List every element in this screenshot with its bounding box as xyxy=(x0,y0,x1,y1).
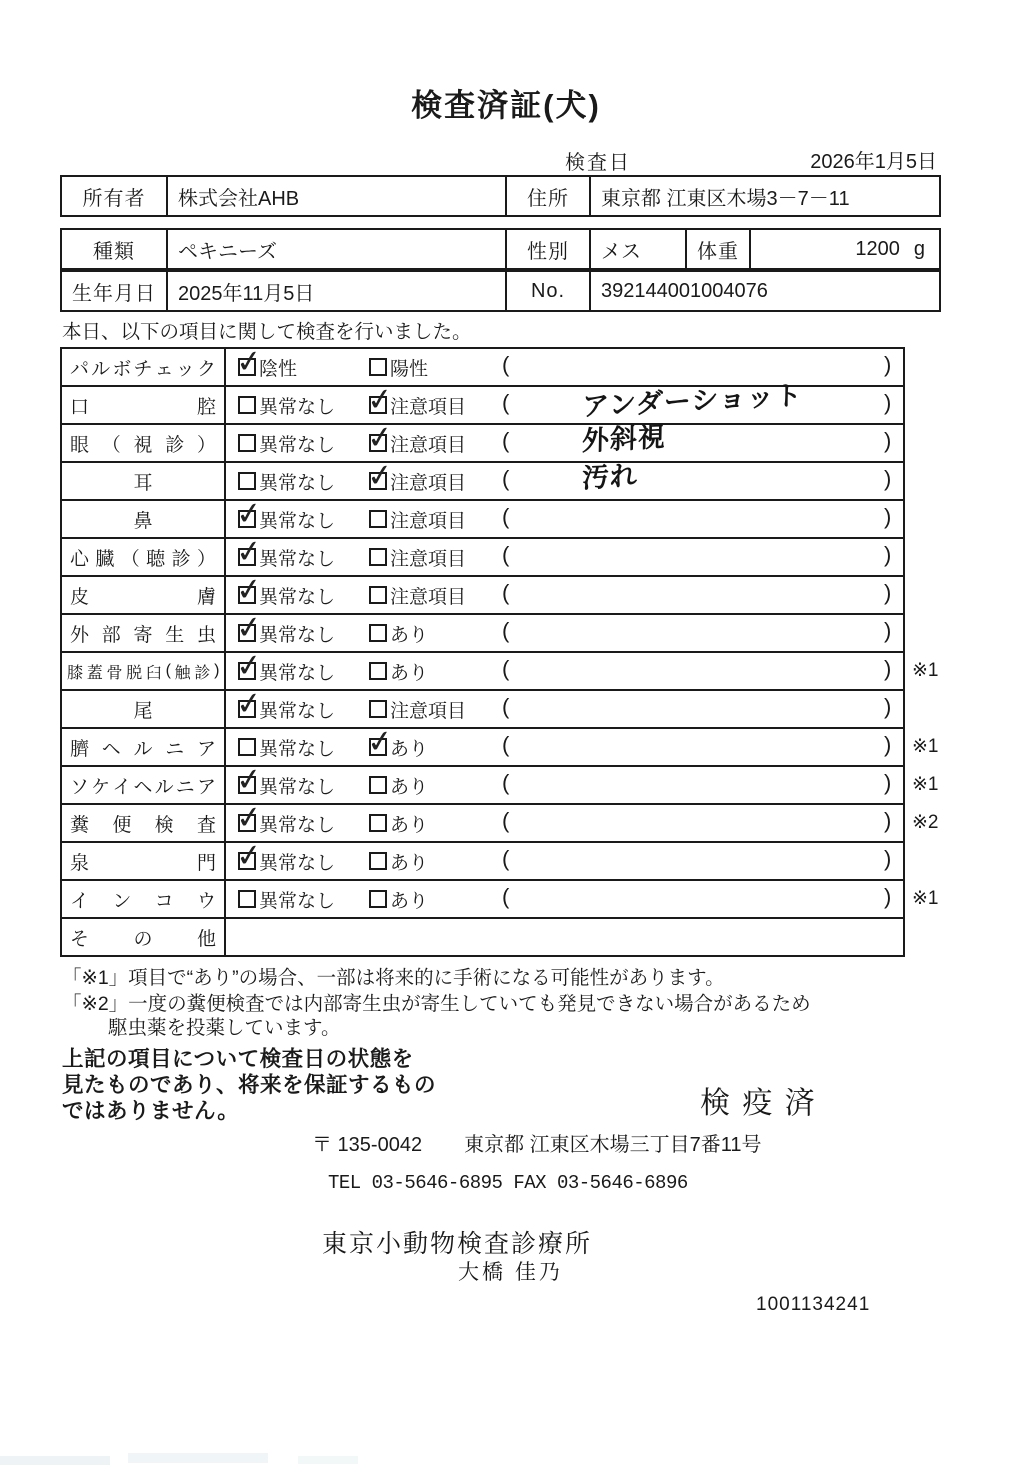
checkbox-option xyxy=(238,577,335,613)
label-char: 蓋 xyxy=(86,664,103,682)
checked-checkbox xyxy=(238,700,256,718)
footnote-ref: ※2 xyxy=(912,812,939,833)
checkbox-option xyxy=(369,425,466,461)
open-paren: ( xyxy=(502,542,510,567)
weight-label: 体重 xyxy=(685,230,749,268)
label-char: （ xyxy=(101,434,121,456)
label-char: 診 xyxy=(194,664,210,682)
label-char: 皮 xyxy=(70,586,90,608)
label-char: （ xyxy=(120,548,140,570)
checkbox-option xyxy=(369,653,428,689)
label-char: イ xyxy=(70,890,90,912)
label-char: ウ xyxy=(196,890,216,912)
scan-artifact xyxy=(298,1456,358,1464)
exam-row xyxy=(62,651,939,689)
exam-row xyxy=(62,613,903,651)
exam-row-content xyxy=(226,843,903,879)
checkbox-option xyxy=(238,729,335,765)
label-char: 門 xyxy=(196,852,216,874)
checkbox-label: 異常なし xyxy=(259,738,336,760)
exam-item-label xyxy=(62,615,226,651)
label-char: ヘ xyxy=(101,738,121,760)
breed-value: ペキニーズ xyxy=(166,230,505,268)
exam-item-label xyxy=(62,349,226,385)
scan-artifact xyxy=(128,1453,268,1463)
inspection-date-value: 2026年1月5日 xyxy=(810,151,937,173)
label-char: ( xyxy=(165,662,171,679)
open-paren: ( xyxy=(502,466,510,491)
exam-table xyxy=(60,347,939,957)
checkbox-option xyxy=(369,539,466,575)
checked-checkbox xyxy=(238,358,256,376)
empty-checkbox xyxy=(369,776,387,794)
label-char: 膝 xyxy=(67,664,83,682)
label-char: ア xyxy=(196,738,216,760)
exam-row xyxy=(62,537,903,575)
label-char: ) xyxy=(214,662,219,679)
label-char: ク xyxy=(196,358,216,380)
open-paren: ( xyxy=(502,428,510,453)
checkbox-label: 異常なし xyxy=(259,434,336,456)
exam-row xyxy=(62,689,903,727)
open-paren: ( xyxy=(502,694,510,719)
owner-value: 株式会社AHB xyxy=(166,177,505,215)
exam-row-content xyxy=(226,919,903,955)
checkbox-label: 異常なし xyxy=(259,472,336,494)
exam-item-label xyxy=(62,539,226,575)
empty-checkbox xyxy=(238,434,256,452)
footnote-ref: ※1 xyxy=(912,888,939,909)
footnote-ref: ※1 xyxy=(912,736,939,757)
label-char: 糞 xyxy=(70,814,90,836)
checked-checkbox xyxy=(369,434,387,452)
empty-checkbox xyxy=(238,472,256,490)
checkbox-label: 異常なし xyxy=(259,776,336,798)
checkbox-label: 陰性 xyxy=(259,358,298,380)
checkbox-option xyxy=(369,767,428,803)
label-char: ニ xyxy=(165,738,185,760)
checkbox-label: 陽性 xyxy=(390,358,429,380)
label-char: 臼 xyxy=(145,664,162,682)
exam-item-label xyxy=(62,919,226,955)
clinic-name: 東京小動物検査診療所 xyxy=(322,1230,593,1258)
exam-item-label xyxy=(62,729,226,765)
checkbox-label: 注意項目 xyxy=(390,472,467,494)
exam-item-label xyxy=(62,843,226,879)
open-paren: ( xyxy=(502,884,510,909)
checked-checkbox xyxy=(238,624,256,642)
close-paren: ) xyxy=(884,732,892,757)
label-char: ル xyxy=(154,776,174,798)
handwritten-note: 外斜視 xyxy=(581,421,667,458)
checkbox-option xyxy=(369,463,466,499)
exam-row-content xyxy=(226,691,903,727)
label-char: 耳 xyxy=(133,472,153,494)
exam-row xyxy=(62,879,939,917)
intro-sentence: 本日、以下の項目に関して検査を行いました。 xyxy=(62,321,472,343)
footnote-1: 「※1」項目で“あり”の場合、一部は将来的に手術になる可能性があります。 xyxy=(62,967,725,989)
open-paren: ( xyxy=(502,504,510,529)
exam-row xyxy=(62,423,903,461)
label-char: ン xyxy=(112,890,132,912)
open-paren: ( xyxy=(502,846,510,871)
checkbox-option xyxy=(238,349,297,385)
exam-item-label xyxy=(62,881,226,917)
checked-checkbox xyxy=(238,548,256,566)
label-char: 視 xyxy=(133,434,153,456)
clinic-address: 東京都 江東区木場三丁目7番11号 xyxy=(464,1134,762,1156)
exam-row xyxy=(62,917,903,955)
checkbox-label: 異常なし xyxy=(259,700,336,722)
label-char: 臓 xyxy=(95,548,115,570)
address-value: 東京都 江東区木場3－7－11 xyxy=(589,177,939,215)
label-char: 便 xyxy=(112,814,132,836)
empty-checkbox xyxy=(369,358,387,376)
exam-row-content xyxy=(226,805,903,841)
checkbox-label: 異常なし xyxy=(259,814,336,836)
checkbox-option xyxy=(369,501,466,537)
checkbox-option xyxy=(238,501,335,537)
empty-checkbox xyxy=(369,662,387,680)
exam-row-content xyxy=(226,653,903,689)
checkbox-option xyxy=(238,387,335,423)
empty-checkbox xyxy=(369,890,387,908)
checkbox-option xyxy=(369,349,428,385)
disclaimer-line-1: 上記の項目について検査日の状態を xyxy=(62,1047,414,1071)
checkbox-option xyxy=(369,387,466,423)
exam-row-content xyxy=(226,460,903,499)
birthdate-value: 2025年11月5日 xyxy=(166,272,505,310)
label-char: ル xyxy=(91,358,111,380)
quarantine-stamp: 検 疫 済 xyxy=(700,1087,817,1120)
close-paren: ) xyxy=(884,504,892,529)
checked-checkbox xyxy=(238,814,256,832)
checkbox-option xyxy=(369,577,466,613)
close-paren: ) xyxy=(884,390,892,415)
label-char: 診 xyxy=(165,434,185,456)
checkbox-label: 異常なし xyxy=(259,510,336,532)
exam-row xyxy=(62,765,939,803)
empty-checkbox xyxy=(238,396,256,414)
checkbox-label: 異常なし xyxy=(259,624,336,646)
label-char: ） xyxy=(196,548,216,570)
certificate-no-label: No. xyxy=(505,272,589,310)
label-char: 外 xyxy=(70,624,90,646)
label-char: ア xyxy=(196,776,216,798)
birthdate-label: 生年月日 xyxy=(72,282,156,305)
label-char: 検 xyxy=(154,814,174,836)
weight-value: 1200 xyxy=(855,237,900,260)
label-char: 膚 xyxy=(196,586,216,608)
open-paren: ( xyxy=(502,390,510,415)
exam-item-label xyxy=(62,501,226,537)
checkbox-option xyxy=(369,805,428,841)
label-char: 虫 xyxy=(196,624,216,646)
label-char: ヘ xyxy=(133,776,153,798)
handwritten-note: 汚れ xyxy=(581,460,639,495)
exam-row xyxy=(62,380,903,423)
open-paren: ( xyxy=(502,732,510,757)
empty-checkbox xyxy=(369,586,387,604)
exam-item-label xyxy=(62,691,226,727)
clinic-tel-fax: TEL 03-5646-6895 FAX 03-5646-6896 xyxy=(328,1172,688,1194)
checkbox-option xyxy=(238,691,335,727)
checkbox-option xyxy=(238,843,335,879)
close-paren: ) xyxy=(884,656,892,681)
certificate-no-value: 392144001004076 xyxy=(589,272,939,310)
weight-unit: g xyxy=(913,237,925,260)
document-title: 検査済証(犬) xyxy=(411,88,601,123)
postal-code: 〒 135-0042 xyxy=(312,1134,423,1156)
exam-item-label xyxy=(62,767,226,803)
close-paren: ) xyxy=(884,466,892,491)
footnote-2: 「※2」一度の糞便検査では内部寄生虫が寄生していても発見できない場合があるため xyxy=(62,993,811,1015)
owner-info-row xyxy=(60,175,941,217)
open-paren: ( xyxy=(502,580,510,605)
label-char: 腔 xyxy=(196,396,216,418)
checked-checkbox xyxy=(369,472,387,490)
open-paren: ( xyxy=(502,352,510,377)
checkbox-label: 異常なし xyxy=(259,396,336,418)
close-paren: ) xyxy=(884,618,892,643)
close-paren: ) xyxy=(884,846,892,871)
label-char: 骨 xyxy=(106,664,122,682)
label-char: 眼 xyxy=(70,434,90,456)
label-char: コ xyxy=(154,890,174,912)
checkbox-label: 注意項目 xyxy=(390,586,467,608)
checked-checkbox xyxy=(238,662,256,680)
checkbox-label: あり xyxy=(390,776,429,798)
empty-checkbox xyxy=(238,738,256,756)
label-char: 診 xyxy=(171,548,191,570)
checkbox-option xyxy=(238,463,335,499)
label-char: パ xyxy=(70,358,90,380)
checkbox-option xyxy=(369,843,428,879)
checkbox-option xyxy=(369,881,428,917)
exam-row-content xyxy=(226,380,903,423)
label-char: 鼻 xyxy=(133,510,153,532)
close-paren: ) xyxy=(884,808,892,833)
label-char: 泉 xyxy=(70,852,90,874)
checked-checkbox xyxy=(369,396,387,414)
exam-row-content xyxy=(226,421,903,461)
close-paren: ) xyxy=(884,770,892,795)
exam-row xyxy=(62,803,939,841)
open-paren: ( xyxy=(502,656,510,681)
label-char: ボ xyxy=(112,358,132,380)
checkbox-label: あり xyxy=(390,814,429,836)
checkbox-label: 注意項目 xyxy=(390,396,467,418)
handwritten-note: アンダーショット xyxy=(581,380,803,423)
label-char: 尾 xyxy=(133,700,153,722)
checkbox-option xyxy=(369,615,428,651)
close-paren: ) xyxy=(884,428,892,453)
open-paren: ( xyxy=(502,770,510,795)
exam-item-label xyxy=(62,463,226,499)
empty-checkbox xyxy=(369,548,387,566)
exam-row xyxy=(62,841,903,879)
exam-row-content xyxy=(226,881,903,917)
checkbox-label: あり xyxy=(390,738,429,760)
label-char: ニ xyxy=(175,776,195,798)
exam-row-content xyxy=(226,501,903,537)
label-char: 脱 xyxy=(126,664,142,682)
exam-row-content xyxy=(226,539,903,575)
exam-row-content xyxy=(226,615,903,651)
label-char: ッ xyxy=(175,358,195,380)
checkbox-label: 注意項目 xyxy=(390,700,467,722)
checked-checkbox xyxy=(238,586,256,604)
empty-checkbox xyxy=(369,510,387,528)
inspection-date-label: 検査日 xyxy=(565,152,631,174)
footnote-2-continued: 駆虫薬を投薬しています。 xyxy=(108,1017,341,1039)
open-paren: ( xyxy=(502,808,510,833)
exam-row xyxy=(62,499,903,537)
empty-checkbox xyxy=(369,852,387,870)
exam-row-content xyxy=(226,767,903,803)
label-char: ） xyxy=(196,434,216,456)
label-char: ル xyxy=(133,738,153,760)
empty-checkbox xyxy=(369,814,387,832)
exam-row xyxy=(62,575,903,613)
checkbox-label: あり xyxy=(390,624,429,646)
open-paren: ( xyxy=(502,618,510,643)
label-char: 生 xyxy=(165,624,185,646)
disclaimer-line-3: ではありません。 xyxy=(62,1099,240,1123)
label-char: チ xyxy=(133,358,153,380)
exam-row-content xyxy=(226,729,903,765)
close-paren: ) xyxy=(884,694,892,719)
breed-info-row xyxy=(60,228,941,270)
footnote-ref: ※1 xyxy=(912,774,939,795)
exam-item-label xyxy=(62,577,226,613)
exam-item-label xyxy=(62,425,226,461)
label-char: ェ xyxy=(154,358,174,380)
label-char: ソ xyxy=(70,776,90,798)
empty-checkbox xyxy=(238,890,256,908)
scan-artifact xyxy=(0,1456,110,1465)
checkbox-option xyxy=(369,729,428,765)
footnote-ref: ※1 xyxy=(912,660,939,681)
checkbox-option xyxy=(238,881,335,917)
label-char: そ xyxy=(70,928,90,950)
label-char: 口 xyxy=(70,396,90,418)
checked-checkbox xyxy=(238,510,256,528)
checkbox-option xyxy=(238,539,335,575)
exam-item-label xyxy=(62,653,226,689)
veterinarian-name: 大橋 佳乃 xyxy=(458,1261,563,1284)
weight-value-cell xyxy=(749,230,939,268)
close-paren: ) xyxy=(884,352,892,377)
checkbox-label: 注意項目 xyxy=(390,510,467,532)
label-char: 心 xyxy=(70,548,90,570)
checkbox-label: あり xyxy=(390,890,429,912)
close-paren: ) xyxy=(884,884,892,909)
checkbox-label: 異常なし xyxy=(259,662,336,684)
checkbox-option xyxy=(238,425,335,461)
clinic-postal-line xyxy=(312,1128,762,1157)
checkbox-label: あり xyxy=(390,852,429,874)
label-char: イ xyxy=(112,776,132,798)
checkbox-option xyxy=(238,805,335,841)
label-char: 臍 xyxy=(70,738,90,760)
checkbox-label: 異常なし xyxy=(259,852,336,874)
label-char: 触 xyxy=(174,664,191,682)
checkbox-label: 注意項目 xyxy=(390,548,467,570)
label-char: 寄 xyxy=(133,624,153,646)
checkbox-label: 異常なし xyxy=(259,586,336,608)
empty-checkbox xyxy=(369,624,387,642)
checked-checkbox xyxy=(369,738,387,756)
exam-item-label xyxy=(62,805,226,841)
label-char: ケ xyxy=(91,776,111,798)
checkbox-label: 異常なし xyxy=(259,890,336,912)
checkbox-option xyxy=(238,767,335,803)
checkbox-option xyxy=(238,653,335,689)
birth-info-row xyxy=(60,270,941,312)
checkbox-option xyxy=(238,615,335,651)
checkbox-label: 注意項目 xyxy=(390,434,467,456)
checked-checkbox xyxy=(238,776,256,794)
checkbox-option xyxy=(369,691,466,727)
owner-label: 所有者 xyxy=(82,187,146,210)
exam-item-label xyxy=(62,387,226,423)
label-char: 聴 xyxy=(146,548,166,570)
sex-value: メス xyxy=(589,230,685,268)
empty-checkbox xyxy=(369,700,387,718)
sex-label: 性別 xyxy=(505,230,589,268)
label-char: 査 xyxy=(196,814,216,836)
breed-label: 種類 xyxy=(93,240,135,263)
close-paren: ) xyxy=(884,580,892,605)
checkbox-label: 異常なし xyxy=(259,548,336,570)
checkbox-label: あり xyxy=(390,662,429,684)
label-char: の xyxy=(133,928,153,950)
document-code: 1001134241 xyxy=(756,1294,871,1315)
checked-checkbox xyxy=(238,852,256,870)
disclaimer-line-2: 見たものであり、将来を保証するもの xyxy=(62,1073,437,1097)
address-label: 住所 xyxy=(505,177,589,215)
label-char: 他 xyxy=(196,928,216,950)
close-paren: ) xyxy=(884,542,892,567)
exam-row xyxy=(62,727,939,765)
exam-row-content xyxy=(226,577,903,613)
exam-row xyxy=(62,461,903,499)
label-char: 部 xyxy=(101,624,121,646)
